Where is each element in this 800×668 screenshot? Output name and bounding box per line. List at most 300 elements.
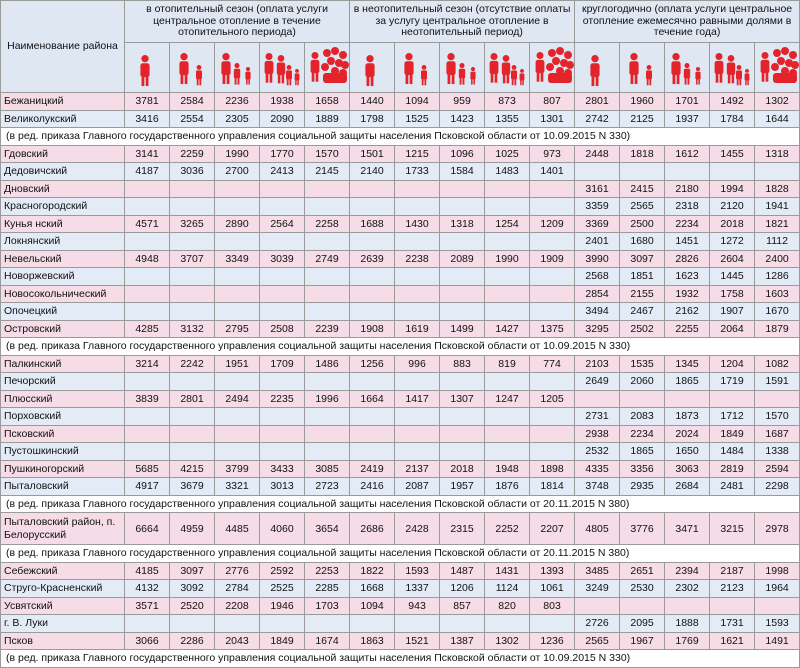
cost-cell [710,163,755,181]
cost-cell [665,597,710,615]
cost-cell [125,285,170,303]
cost-cell [485,443,530,461]
cost-cell [485,233,530,251]
cost-cell: 1957 [440,478,485,496]
cost-cell: 2819 [710,460,755,478]
cost-cell [530,285,575,303]
district-name: Красногородский [1,198,125,216]
cost-cell [215,425,260,443]
cost-cell [170,198,215,216]
cost-cell: 2854 [575,285,620,303]
amendment-note: (в ред. приказа Главного государственного управления социальной защиты населения Псковской области от 20.11.2015 N 380) [1,495,800,513]
cost-cell: 3085 [305,460,350,478]
cost-cell: 1712 [710,408,755,426]
cost-cell: 1286 [755,268,800,286]
cost-cell [440,233,485,251]
cost-cell [395,303,440,321]
cost-cell: 1025 [485,145,530,163]
cost-cell: 1204 [710,355,755,373]
district-name: Струго-Красненский [1,580,125,598]
family-of-four-icon [485,43,530,93]
cost-cell: 2801 [575,93,620,111]
cost-cell [575,390,620,408]
cost-cell: 1798 [350,110,395,128]
cost-cell: 2315 [440,513,485,545]
cost-cell: 1951 [215,355,260,373]
cost-cell: 2238 [395,250,440,268]
cost-cell: 4187 [125,163,170,181]
district-name: Усвятский [1,597,125,615]
cost-cell [755,163,800,181]
cost-cell: 2564 [260,215,305,233]
cost-cell: 2686 [350,513,395,545]
cost-cell: 3679 [170,478,215,496]
cost-cell [530,180,575,198]
district-name: Кунья нский [1,215,125,233]
cost-cell: 2416 [350,478,395,496]
cost-cell: 1814 [530,478,575,496]
cost-cell: 1124 [485,580,530,598]
cost-cell [260,408,305,426]
cost-cell [440,198,485,216]
cost-cell: 2162 [665,303,710,321]
cost-cell: 1888 [665,615,710,633]
cost-cell: 1061 [530,580,575,598]
cost-cell [485,615,530,633]
cost-cell: 1821 [755,215,800,233]
cost-cell: 1731 [710,615,755,633]
cost-cell: 1937 [665,110,710,128]
amendment-note: (в ред. приказа Главного государственного управления социальной защиты населения Псковской области от 10.09.2015 N 330) [1,650,800,668]
cost-cell: 1998 [755,562,800,580]
cost-cell [440,408,485,426]
cost-cell: 3063 [665,460,710,478]
cost-cell: 1703 [305,597,350,615]
cost-cell: 2594 [755,460,800,478]
cost-cell: 2064 [710,320,755,338]
cost-cell [440,373,485,391]
cost-cell: 3097 [620,250,665,268]
cost-cell: 3215 [710,513,755,545]
cost-cell [305,285,350,303]
cost-cell: 3654 [305,513,350,545]
large-family-icon [530,43,575,93]
non-heating-season-header: в неотопительный сезон (отсутствие оплаты за услугу центральное отопление в неотопительный период) [350,1,575,43]
cost-cell [350,425,395,443]
cost-cell: 2286 [170,632,215,650]
cost-cell: 2060 [620,373,665,391]
district-name: Псков [1,632,125,650]
cost-cell: 2120 [710,198,755,216]
cost-cell: 820 [485,597,530,615]
cost-cell: 2234 [665,215,710,233]
cost-cell [170,408,215,426]
cost-cell: 2298 [755,478,800,496]
cost-cell: 2723 [305,478,350,496]
large-family-icon [305,43,350,93]
cost-cell: 3416 [125,110,170,128]
cost-cell [305,425,350,443]
cost-cell: 1535 [620,355,665,373]
cost-cell: 2242 [170,355,215,373]
cost-cell [170,615,215,633]
cost-cell: 1584 [440,163,485,181]
cost-cell: 3839 [125,390,170,408]
cost-cell: 1879 [755,320,800,338]
cost-cell: 3092 [170,580,215,598]
cost-cell: 2258 [305,215,350,233]
cost-cell: 1256 [350,355,395,373]
cost-cell: 3132 [170,320,215,338]
cost-cell: 2749 [305,250,350,268]
cost-cell [125,615,170,633]
cost-cell: 2413 [260,163,305,181]
cost-cell: 2018 [710,215,755,233]
table-row [1,285,800,303]
cost-cell [530,198,575,216]
cost-cell: 1621 [710,632,755,650]
district-name: Пустошкинский [1,443,125,461]
cost-cell [710,597,755,615]
cost-cell: 1941 [755,198,800,216]
cost-cell: 1318 [755,145,800,163]
table-row [1,215,800,233]
cost-cell: 2508 [260,320,305,338]
family-of-three-icon [440,43,485,93]
cost-cell [215,198,260,216]
district-name: Палкинский [1,355,125,373]
cost-cell [440,285,485,303]
table-row [1,233,800,251]
district-name: Островский [1,320,125,338]
cost-cell: 2684 [665,478,710,496]
cost-cell: 1770 [260,145,305,163]
cost-cell: 1818 [620,145,665,163]
cost-cell [125,373,170,391]
cost-cell: 1851 [620,268,665,286]
cost-cell: 1431 [485,562,530,580]
cost-cell: 3036 [170,163,215,181]
single-person-icon [125,43,170,93]
cost-cell [395,373,440,391]
cost-cell: 1355 [485,110,530,128]
cost-cell [125,443,170,461]
cost-cell: 1375 [530,320,575,338]
cost-cell: 1451 [665,233,710,251]
cost-cell [485,373,530,391]
cost-cell [395,443,440,461]
cost-cell: 1302 [755,93,800,111]
cost-cell [350,373,395,391]
adult-and-child-icon [170,43,215,93]
table-row [1,110,800,128]
cost-cell: 1254 [485,215,530,233]
cost-cell: 2565 [575,632,620,650]
cost-cell: 959 [440,93,485,111]
cost-cell: 2024 [665,425,710,443]
cost-cell [125,198,170,216]
cost-cell [440,443,485,461]
district-name-header: Наименование района [1,1,125,93]
cost-cell [125,180,170,198]
table-row [1,408,800,426]
cost-cell: 2235 [260,390,305,408]
family-of-three-icon [215,43,260,93]
cost-cell: 1733 [395,163,440,181]
cost-cell [440,425,485,443]
cost-cell: 1483 [485,163,530,181]
cost-cell: 3066 [125,632,170,650]
cost-cell: 4335 [575,460,620,478]
cost-cell [260,285,305,303]
cost-cell [260,268,305,286]
cost-cell: 4132 [125,580,170,598]
cost-cell [215,268,260,286]
cost-cell: 1828 [755,180,800,198]
cost-cell: 1650 [665,443,710,461]
cost-cell: 2935 [620,478,665,496]
cost-cell: 2978 [755,513,800,545]
cost-cell: 1521 [395,632,440,650]
cost-cell: 2415 [620,180,665,198]
cost-cell: 1687 [755,425,800,443]
district-name: Пушкиногорский [1,460,125,478]
cost-cell [665,163,710,181]
cost-cell: 2187 [710,562,755,580]
cost-cell: 1236 [530,632,575,650]
cost-cell: 973 [530,145,575,163]
cost-cell: 2090 [260,110,305,128]
cost-cell [395,268,440,286]
cost-cell [530,615,575,633]
cost-cell: 4917 [125,478,170,496]
table-row [1,425,800,443]
cost-cell: 1484 [710,443,755,461]
cost-cell: 2208 [215,597,260,615]
cost-cell [305,180,350,198]
single-person-icon [575,43,620,93]
cost-cell [485,268,530,286]
cost-cell: 1865 [620,443,665,461]
cost-cell: 2043 [215,632,260,650]
cost-cell: 1094 [350,597,395,615]
amendment-note: (в ред. приказа Главного государственного управления социальной защиты населения Псковской области от 10.09.2015 N 330) [1,128,800,146]
cost-cell: 2467 [620,303,665,321]
cost-cell: 1612 [665,145,710,163]
cost-cell [485,285,530,303]
cost-cell: 3494 [575,303,620,321]
cost-cell: 803 [530,597,575,615]
cost-cell: 996 [395,355,440,373]
cost-cell: 2285 [305,580,350,598]
cost-cell: 2500 [620,215,665,233]
cost-cell: 3799 [215,460,260,478]
cost-cell: 2394 [665,562,710,580]
cost-cell: 1863 [350,632,395,650]
cost-cell: 4285 [125,320,170,338]
table-row [1,145,800,163]
cost-cell: 1719 [710,373,755,391]
cost-cell [350,408,395,426]
cost-cell: 1680 [620,233,665,251]
cost-cell: 1784 [710,110,755,128]
cost-cell: 1427 [485,320,530,338]
cost-cell: 1112 [755,233,800,251]
cost-cell: 1909 [530,250,575,268]
district-name: Печорский [1,373,125,391]
cost-cell [485,198,530,216]
cost-cell: 1619 [395,320,440,338]
cost-cell [485,425,530,443]
cost-cell: 1701 [665,93,710,111]
cost-cell [260,233,305,251]
cost-cell: 1487 [440,562,485,580]
cost-cell [395,198,440,216]
cost-cell: 3214 [125,355,170,373]
cost-cell [215,303,260,321]
cost-cell: 2592 [260,562,305,580]
district-name: Локнянский [1,233,125,251]
cost-cell [260,373,305,391]
cost-cell: 2123 [710,580,755,598]
cost-cell [350,615,395,633]
cost-cell [350,285,395,303]
cost-cell: 1440 [350,93,395,111]
cost-cell: 1593 [755,615,800,633]
amendment-note-row [1,128,800,146]
cost-cell [125,268,170,286]
cost-cell [620,390,665,408]
table-row [1,390,800,408]
cost-cell: 1094 [395,93,440,111]
cost-cell: 1206 [440,580,485,598]
cost-cell: 1822 [350,562,395,580]
cost-cell [215,408,260,426]
table-row [1,478,800,496]
cost-cell: 1668 [350,580,395,598]
cost-cell [350,303,395,321]
cost-cell: 4215 [170,460,215,478]
cost-cell [260,615,305,633]
cost-cell: 1215 [395,145,440,163]
cost-cell: 774 [530,355,575,373]
table-row [1,615,800,633]
cost-cell [395,615,440,633]
cost-cell: 2137 [395,460,440,478]
cost-cell: 2530 [620,580,665,598]
cost-cell [485,408,530,426]
table-row [1,268,800,286]
cost-cell: 1938 [260,93,305,111]
family-of-three-icon [665,43,710,93]
cost-cell [215,180,260,198]
cost-cell [350,443,395,461]
cost-cell: 4959 [170,513,215,545]
cost-cell: 1849 [710,425,755,443]
cost-cell: 1873 [665,408,710,426]
cost-cell: 2305 [215,110,260,128]
family-of-four-icon [260,43,305,93]
cost-cell [575,597,620,615]
cost-cell: 1430 [395,215,440,233]
cost-cell: 3356 [620,460,665,478]
cost-cell: 1570 [755,408,800,426]
district-name: Великолукский [1,110,125,128]
cost-cell [395,285,440,303]
cost-cell [260,303,305,321]
cost-cell: 1096 [440,145,485,163]
cost-cell: 2401 [575,233,620,251]
cost-cell [395,180,440,198]
table-row [1,580,800,598]
cost-cell [395,233,440,251]
cost-cell [170,180,215,198]
cost-cell [755,597,800,615]
cost-cell: 1455 [710,145,755,163]
cost-cell: 1423 [440,110,485,128]
cost-cell [260,180,305,198]
cost-cell: 2795 [215,320,260,338]
cost-cell: 3776 [620,513,665,545]
cost-cell [530,303,575,321]
cost-cell: 3013 [260,478,305,496]
district-name: Новосокольнический [1,285,125,303]
amendment-note-row [1,338,800,356]
cost-cell: 1709 [260,355,305,373]
cost-cell: 3781 [125,93,170,111]
cost-cell: 1658 [305,93,350,111]
cost-cell: 1491 [755,632,800,650]
cost-cell [620,597,665,615]
cost-cell: 2302 [665,580,710,598]
amendment-note-row [1,545,800,563]
cost-cell [485,303,530,321]
cost-cell: 1247 [485,390,530,408]
year-round-header: круглогодично (оплата услуги центральное отопление ежемесячно равными долями в течение года) [575,1,800,43]
cost-cell [305,443,350,461]
cost-cell [170,425,215,443]
cost-cell: 2525 [260,580,305,598]
district-name: Псковский [1,425,125,443]
cost-cell: 2520 [170,597,215,615]
cost-cell: 3161 [575,180,620,198]
cost-cell: 1644 [755,110,800,128]
cost-cell: 1932 [665,285,710,303]
cost-cell: 2776 [215,562,260,580]
adult-and-child-icon [395,43,440,93]
cost-cell: 1889 [305,110,350,128]
cost-cell [485,180,530,198]
cost-cell: 3369 [575,215,620,233]
cost-cell: 1908 [350,320,395,338]
cost-cell: 1499 [440,320,485,338]
cost-cell: 2207 [530,513,575,545]
table-row [1,460,800,478]
cost-cell: 883 [440,355,485,373]
cost-cell: 1623 [665,268,710,286]
cost-cell: 1591 [755,373,800,391]
cost-cell: 1670 [755,303,800,321]
cost-cell: 1302 [485,632,530,650]
cost-cell [260,425,305,443]
cost-cell [305,303,350,321]
cost-cell [215,373,260,391]
cost-cell [215,285,260,303]
cost-cell: 3990 [575,250,620,268]
cost-cell: 2318 [665,198,710,216]
cost-cell [530,443,575,461]
cost-cell [575,163,620,181]
